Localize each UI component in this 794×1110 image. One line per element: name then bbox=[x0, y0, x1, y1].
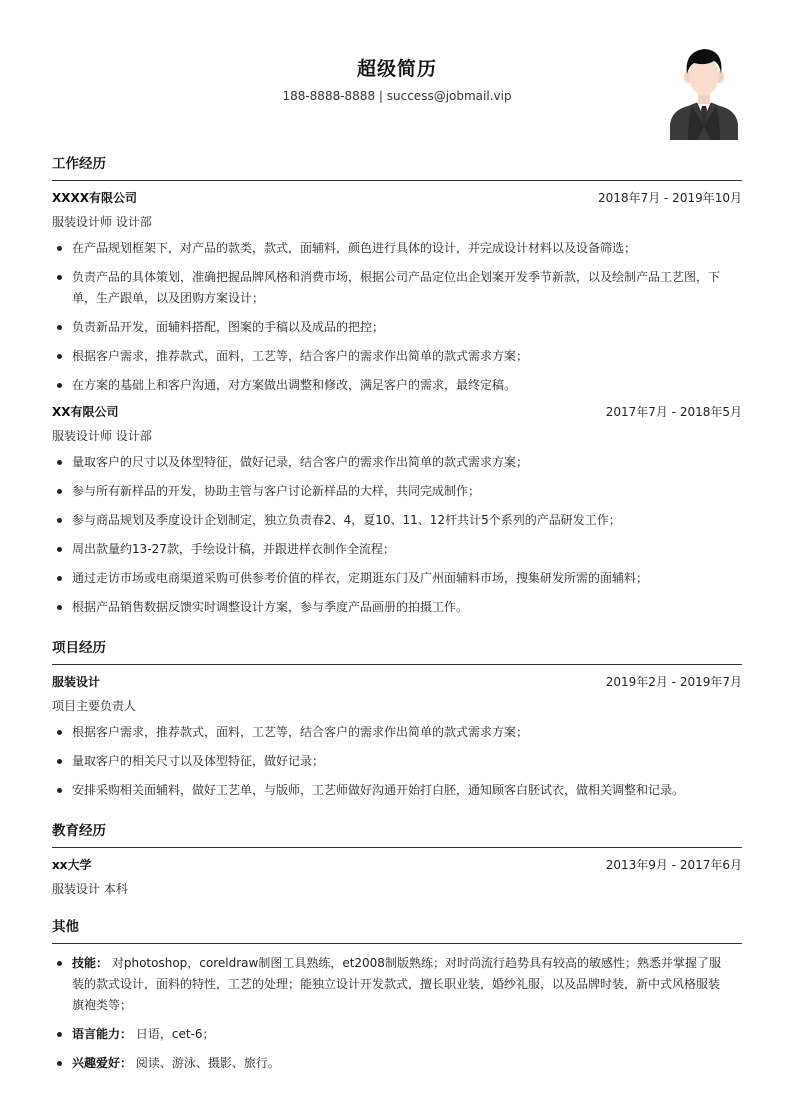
company-name: XXXX有限公司 bbox=[52, 191, 138, 205]
avatar bbox=[668, 44, 740, 140]
date-range: 2019年2月 - 2019年7月 bbox=[605, 675, 742, 689]
project-role: 项目主要负责人 bbox=[52, 699, 137, 713]
entry-head bbox=[52, 857, 742, 873]
item-text: 对photoshop，coreldraw制图工具熟练，et2008制版熟练；对时尚流行趋势具有较高的敏感性；熟悉并掌握了服装的款式设计，面料的特性，工艺的处理；能独立设计开发款式，擅长职业装，婚纱礼服，以及品牌时装，新中式风格服装旗袍类等； bbox=[72, 956, 721, 1012]
list-item: 通过走访市场或电商渠道采购可供参考价值的样衣，定期逛东门及广州面辅料市场，搜集研发所需的面辅料； bbox=[52, 568, 742, 589]
date-range: 2017年7月 - 2018年5月 bbox=[605, 405, 742, 419]
date-range: 2018年7月 - 2019年10月 bbox=[598, 191, 742, 205]
resume-content bbox=[52, 156, 742, 1082]
resume-name: 超级简历 bbox=[356, 58, 437, 80]
work-entry bbox=[52, 404, 742, 618]
bullet-list bbox=[52, 953, 742, 1074]
entry-head bbox=[52, 674, 742, 690]
date-range: 2013年9月 - 2017年6月 bbox=[605, 858, 742, 872]
list-item: 量取客户的尺寸以及体型特征，做好记录，结合客户的需求作出简单的款式需求方案； bbox=[52, 452, 742, 473]
list-item: 负责产品的具体策划，准确把握品牌风格和消费市场，根据公司产品定位出企划案开发季节新款，以及绘制产品工艺图，下单，生产跟单，以及团购方案设计； bbox=[52, 267, 742, 309]
list-item bbox=[52, 1053, 742, 1074]
company-name: XX有限公司 bbox=[52, 405, 119, 419]
section-title-work: 工作经历 bbox=[52, 156, 742, 181]
other-section bbox=[52, 919, 742, 1074]
list-item bbox=[52, 1024, 742, 1045]
education-entry bbox=[52, 857, 742, 897]
project-name: 服装设计 bbox=[52, 675, 101, 689]
list-item: 根据产品销售数据反馈实时调整设计方案，参与季度产品画册的拍摄工作。 bbox=[52, 597, 742, 618]
list-item: 量取客户的相关尺寸以及体型特征，做好记录； bbox=[52, 751, 742, 772]
bullet-list bbox=[52, 238, 742, 396]
item-label: 语言能力： bbox=[72, 1027, 133, 1041]
list-item: 在产品规划框架下，对产品的款类，款式，面辅料，颜色进行具体的设计，并完成设计材料以及设备筛选； bbox=[52, 238, 742, 259]
list-item: 根据客户需求，推荐款式，面料，工艺等，结合客户的需求作出简单的款式需求方案； bbox=[52, 346, 742, 367]
entry-head bbox=[52, 404, 742, 420]
bullet-list bbox=[52, 722, 742, 801]
item-text: 阅读、游泳、摄影、旅行。 bbox=[135, 1056, 280, 1070]
education-section bbox=[52, 823, 742, 897]
section-title-education: 教育经历 bbox=[52, 823, 742, 848]
bullet-list bbox=[52, 452, 742, 618]
list-item bbox=[52, 953, 742, 1016]
section-title-project: 项目经历 bbox=[52, 640, 742, 665]
entry-head bbox=[52, 190, 742, 206]
item-label: 技能： bbox=[72, 956, 109, 970]
work-entry bbox=[52, 190, 742, 396]
job-title: 服装设计师 设计部 bbox=[52, 215, 152, 229]
list-item: 安排采购相关面辅料，做好工艺单，与版师，工艺师做好沟通开始打白胚，通知顾客白胚试衣，做相关调整和记录。 bbox=[52, 780, 742, 801]
job-title: 服装设计师 设计部 bbox=[52, 429, 152, 443]
list-item: 根据客户需求，推荐款式，面料，工艺等，结合客户的需求作出简单的款式需求方案； bbox=[52, 722, 742, 743]
major-degree: 服装设计 本科 bbox=[52, 882, 128, 896]
list-item: 参与商品规划及季度设计企划制定，独立负责春2、4，夏10、11、12杆共计5个系列的产品研发工作； bbox=[52, 510, 742, 531]
list-item: 在方案的基础上和客户沟通，对方案做出调整和修改，满足客户的需求，最终定稿。 bbox=[52, 375, 742, 396]
item-label: 兴趣爱好： bbox=[72, 1056, 133, 1070]
project-entry bbox=[52, 674, 742, 801]
resume-header bbox=[52, 52, 742, 142]
item-text: 日语，cet-6； bbox=[135, 1027, 215, 1041]
list-item: 周出款量约13-27款，手绘设计稿，并跟进样衣制作全流程； bbox=[52, 539, 742, 560]
school-name: xx大学 bbox=[52, 858, 92, 872]
section-title-other: 其他 bbox=[52, 919, 742, 944]
list-item: 负责新品开发，面辅料搭配，图案的手稿以及成品的把控； bbox=[52, 317, 742, 338]
list-item: 参与所有新样品的开发，协助主管与客户讨论新样品的大样，共同完成制作； bbox=[52, 481, 742, 502]
contact-info: 188-8888-8888 | success@jobmail.vip bbox=[282, 89, 512, 103]
work-section bbox=[52, 156, 742, 618]
project-section bbox=[52, 640, 742, 801]
